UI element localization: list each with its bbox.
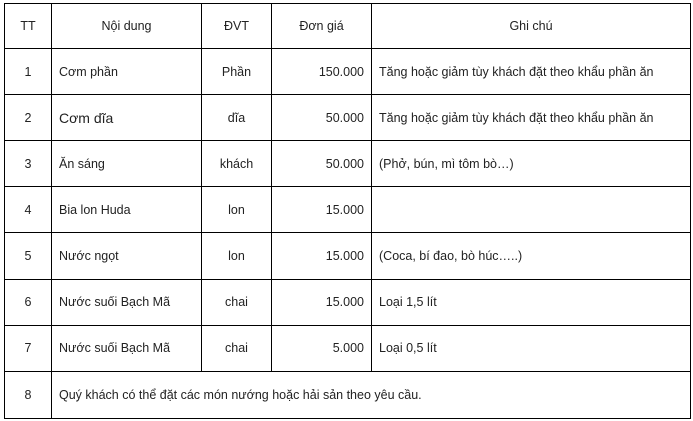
menu-price-table — [4, 3, 691, 419]
table-row — [5, 141, 691, 187]
row-number: 7 — [5, 325, 52, 371]
item-note: Loại 1,5 lít — [372, 279, 691, 325]
header-note: Ghi chú — [372, 4, 691, 49]
row-number: 8 — [5, 371, 52, 418]
item-note: Tăng hoặc giảm tùy khách đặt theo khẩu phần ăn — [372, 49, 691, 95]
item-unit: chai — [202, 279, 272, 325]
table-footer-row — [5, 371, 691, 418]
item-name: Ăn sáng — [52, 141, 202, 187]
item-note: (Coca, bí đao, bò húc…..) — [372, 233, 691, 279]
table-row — [5, 49, 691, 95]
header-unit: ĐVT — [202, 4, 272, 49]
row-number: 2 — [5, 95, 52, 141]
item-price: 50.000 — [272, 95, 372, 141]
item-unit: dĩa — [202, 95, 272, 141]
row-number: 1 — [5, 49, 52, 95]
item-unit: lon — [202, 187, 272, 233]
row-number: 4 — [5, 187, 52, 233]
table-row — [5, 279, 691, 325]
table-row — [5, 95, 691, 141]
item-price: 150.000 — [272, 49, 372, 95]
header-tt: TT — [5, 4, 52, 49]
row-number: 3 — [5, 141, 52, 187]
table-row — [5, 233, 691, 279]
item-unit: lon — [202, 233, 272, 279]
footer-note: Quý khách có thể đặt các món nướng hoặc hải sản theo yêu cầu. — [52, 371, 691, 418]
table-row — [5, 325, 691, 371]
table-row — [5, 187, 691, 233]
header-content: Nội dung — [52, 4, 202, 49]
item-price: 15.000 — [272, 279, 372, 325]
item-unit: Phần — [202, 49, 272, 95]
item-price: 50.000 — [272, 141, 372, 187]
item-name: Cơm dĩa — [52, 95, 202, 141]
item-name: Nước suối Bạch Mã — [52, 325, 202, 371]
row-number: 5 — [5, 233, 52, 279]
item-unit: khách — [202, 141, 272, 187]
item-price: 15.000 — [272, 233, 372, 279]
item-note — [372, 187, 691, 233]
item-name: Nước suối Bạch Mã — [52, 279, 202, 325]
table-header-row — [5, 4, 691, 49]
item-note: Tăng hoặc giảm tùy khách đặt theo khẩu phần ăn — [372, 95, 691, 141]
item-price: 15.000 — [272, 187, 372, 233]
item-note: Loại 0,5 lít — [372, 325, 691, 371]
header-price: Đơn giá — [272, 4, 372, 49]
item-note: (Phở, bún, mì tôm bò…) — [372, 141, 691, 187]
row-number: 6 — [5, 279, 52, 325]
item-name: Bia lon Huda — [52, 187, 202, 233]
item-unit: chai — [202, 325, 272, 371]
item-name: Nước ngọt — [52, 233, 202, 279]
item-price: 5.000 — [272, 325, 372, 371]
item-name: Cơm phần — [52, 49, 202, 95]
